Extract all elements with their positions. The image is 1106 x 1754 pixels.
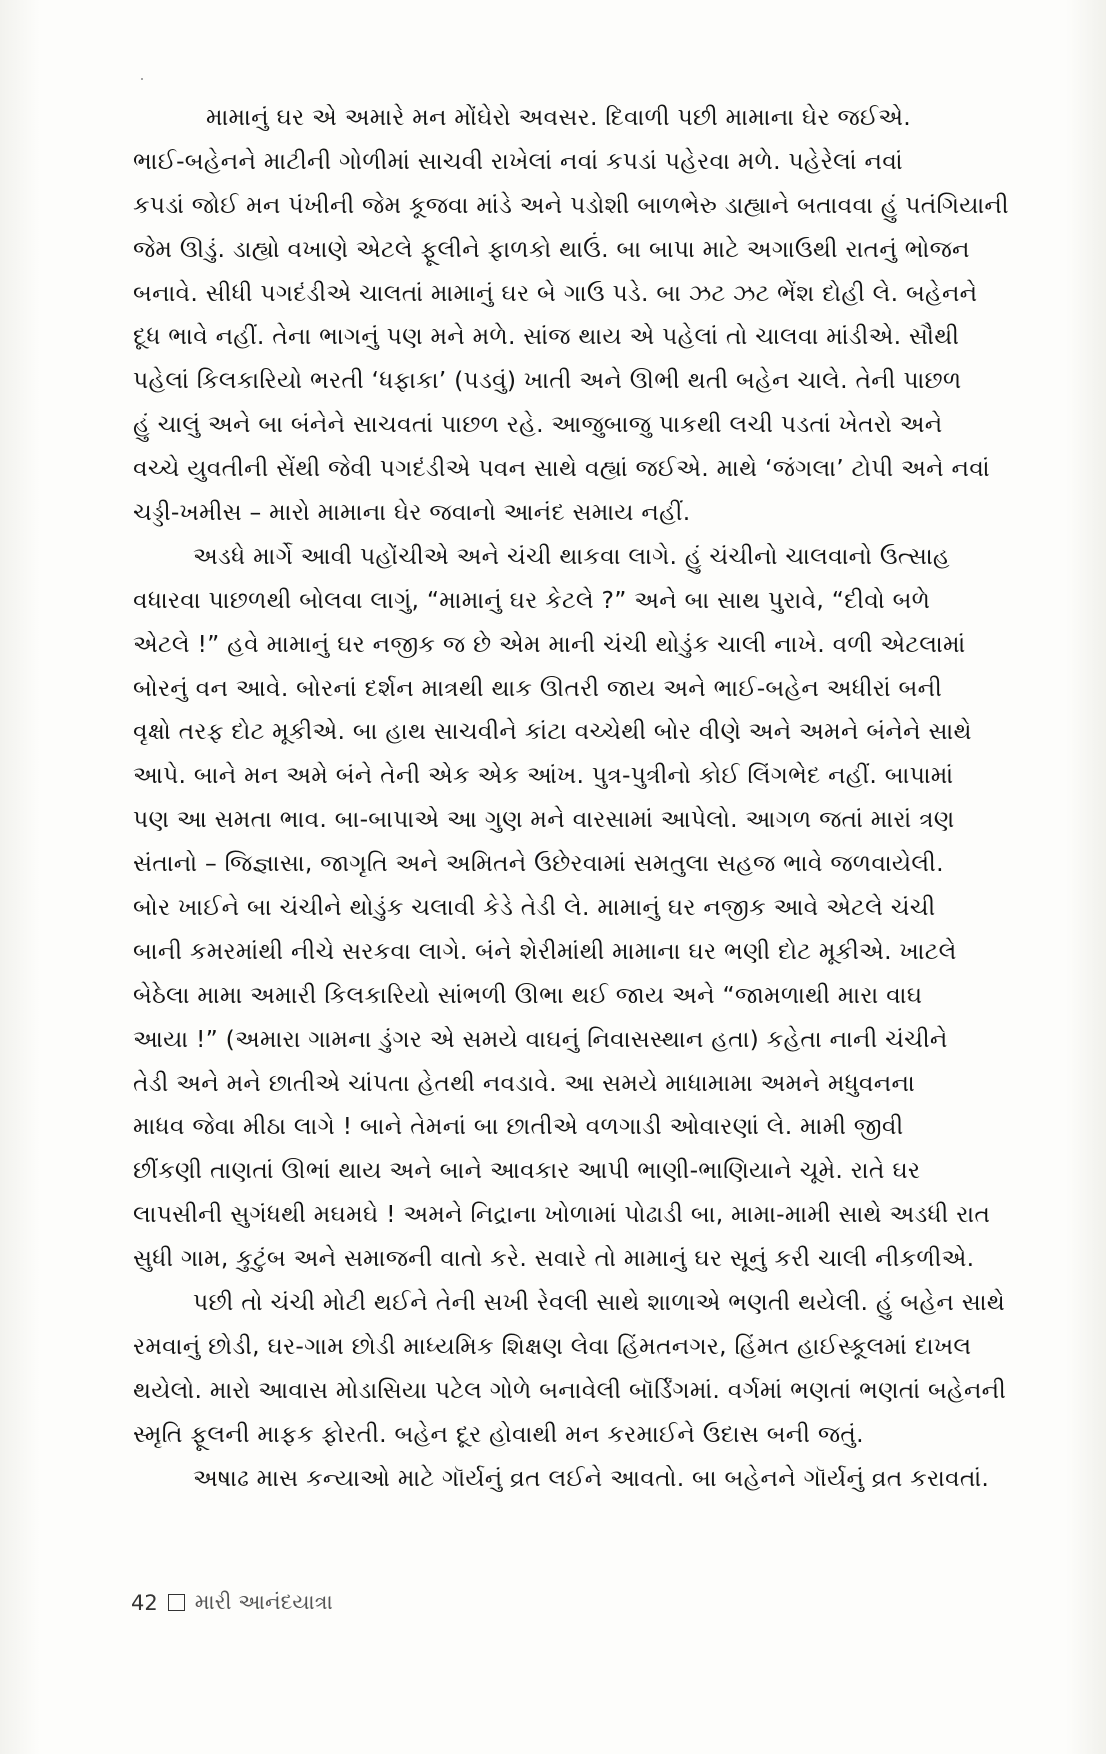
paragraph-line: કપડાં જોઈ મન પંખીની જેમ કૂજવા માંડે અને પડોશી બાળભેરુ ડાહ્યાને બતાવવા હું પતંગિયાની (133, 190, 1009, 219)
paragraph-line: મામાનું ઘર એ અમારે મન મોંઘેરો અવસર. દિવાળી પછી મામાના ઘેર જઈએ. (206, 103, 911, 131)
body-text (133, 96, 1053, 1501)
paragraph-line: સુધી ગામ, કુટુંબ અને સમાજની વાતો કરે. સવારે તો મામાનું ઘર સૂનું કરી ચાલી નીકળીએ. (133, 1244, 975, 1273)
paragraph-line: જેમ ઊડું. ડાહ્યો વખાણે એટલે ફૂલીને ફાળકો થાઉં. બા બાપા માટે અગાઉથી રાતનું ભોજન (133, 234, 970, 263)
paragraph-line: વધારવા પાછળથી બોલવા લાગું, “મામાનું ઘર કેટલે ?” અને બા સાથ પુરાવે, “દીવો બળે (133, 585, 931, 614)
paragraph-line: વૃક્ષો તરફ દોટ મૂકીએ. બા હાથ સાચવીને કાંટા વચ્ચેથી બોર વીણે અને અમને બંનેને સાથે (133, 717, 972, 746)
page-footer (131, 1590, 333, 1615)
paragraph-line: માધવ જેવા મીઠા લાગે ! બાને તેમનાં બા છાતીએ વળગાડી ઓવારણાં લે. મામી જીવી (133, 1112, 904, 1141)
paragraph-line: છીંકણી તાણતાં ઊભાં થાય અને બાને આવકાર આપી ભાણી-ભાણિયાને ચૂમે. રાતે ઘર (133, 1156, 921, 1185)
paragraph-line: તેડી અને મને છાતીએ ચાંપતા હેતથી નવડાવે. આ સમયે માધામામા અમને મધુવનના (133, 1068, 915, 1097)
paragraph-line: આયા !” (અમારા ગામના ડુંગર એ સમયે વાઘનું નિવાસસ્થાન હતા) કહેતા નાની ચંચીને (133, 1024, 948, 1053)
paragraph-line: સ્મૃતિ ફૂલની માફક ફોરતી. બહેન દૂર હોવાથી મન કરમાઈને ઉદાસ બની જતું. (133, 1419, 864, 1448)
paragraph-line: વચ્ચે યુવતીની સેંથી જેવી પગદંડીએ પવન સાથે વહ્યાં જઈએ. માથે ‘જંગલા’ ટોપી અને નવાં (133, 454, 990, 483)
paper-speck (141, 78, 143, 80)
paragraph-line: ભાઈ-બહેનને માટીની ગોળીમાં સાચવી રાખેલાં નવાં કપડાં પહેરવા મળે. પહેરેલાં નવાં (133, 146, 903, 175)
paragraph-line: બોરનું વન આવે. બોરનાં દર્શન માત્રથી થાક ઊતરી જાય અને ભાઈ-બહેન અધીરાં બની (133, 673, 943, 702)
paragraph-line: એટલે !” હવે મામાનું ઘર નજીક જ છે એમ માની ચંચી થોડુંક ચાલી નાખે. વળી એટલામાં (133, 629, 966, 658)
paragraph-line: પછી તો ચંચી મોટી થઈને તેની સખી રેવલી સાથે શાળાએ ભણતી થયેલી. હું બહેન સાથે (193, 1288, 1005, 1317)
paragraph-line: થયેલો. મારો આવાસ મોડાસિયા પટેલ ગોળે બનાવેલી બૉર્ડિંગમાં. વર્ગમાં ભણતાં ભણતાં બહેનની (133, 1375, 1007, 1404)
page-number: 42 (131, 1590, 158, 1615)
paragraph-line: પહેલાં કિલકારિયો ભરતી ‘ધફાકા’ (પડવું) ખાતી અને ઊભી થતી બહેન ચાલે. તેની પાછળ (133, 366, 962, 395)
paragraph-line: હું ચાલું અને બા બંનેને સાચવતાં પાછળ રહે. આજુબાજુ પાકથી લચી પડતાં ખેતરો અને (133, 410, 943, 439)
paragraph-line: બોર ખાઈને બા ચંચીને થોડુંક ચલાવી કેડે તેડી લે. મામાનું ઘર નજીક આવે એટલે ચંચી (133, 893, 936, 922)
paragraph-line: પણ આ સમતા ભાવ. બા-બાપાએ આ ગુણ મને વારસામાં આપેલો. આગળ જતાં મારાં ત્રણ (133, 805, 955, 834)
paragraph-line: અડધે માર્ગે આવી પહોંચીએ અને ચંચી થાકવા લાગે. હું ચંચીનો ચાલવાનો ઉત્સાહ (193, 541, 950, 570)
paragraph-line: સંતાનો – જિજ્ઞાસા, જાગૃતિ અને અમિતને ઉછેરવામાં સમતુલા સહજ ભાવે જળવાયેલી. (133, 849, 944, 878)
paragraph-line: ચડ્ડી-ખમીસ – મારો મામાના ઘેર જવાનો આનંદ સમાય નહીં. (133, 498, 691, 527)
paragraph-line: લાપસીની સુગંધથી મઘમઘે ! અમને નિદ્રાના ખોળામાં પોઢાડી બા, મામા-મામી સાથે અડધી રાત (133, 1200, 991, 1229)
paragraph-line: આપે. બાને મન અમે બંને તેની એક એક આંખ. પુત્ર-પુત્રીનો કોઈ લિંગભેદ નહીં. બાપામાં (133, 761, 954, 790)
paragraph-line: દૂધ ભાવે નહીં. તેના ભાગનું પણ મને મળે. સાંજ થાય એ પહેલાં તો ચાલવા માંડીએ. સૌથી (133, 322, 960, 351)
paragraph-line: બાની કમરમાંથી નીચે સરકવા લાગે. બંને શેરીમાંથી મામાના ઘર ભણી દોટ મૂકીએ. ખાટલે (133, 936, 957, 965)
paragraph-line: અષાઢ માસ કન્યાઓ માટે ગૉર્યનું વ્રત લઈને આવતો. બા બહેનને ગૉર્યનું વ્રત કરાવતાં. (193, 1463, 990, 1492)
paragraph-line: રમવાનું છોડી, ઘર-ગામ છોડી માધ્યમિક શિક્ષણ લેવા હિંમતનગર, હિંમત હાઈસ્કૂલમાં દાખલ (133, 1331, 972, 1360)
book-title: મારી આનંદયાત્રા (194, 1590, 333, 1614)
paragraph-line: બેઠેલા મામા અમારી કિલકારિયો સાંભળી ઊભા થઈ જાય અને “જામળાથી મારા વાઘ (133, 980, 923, 1009)
paragraph-line: બનાવે. સીધી પગદંડીએ ચાલતાં મામાનું ઘર બે ગાઉ પડે. બા ઝટ ઝટ ભેંશ દોહી લે. બહેનને (133, 278, 978, 307)
square-bullet-icon (168, 1594, 185, 1611)
